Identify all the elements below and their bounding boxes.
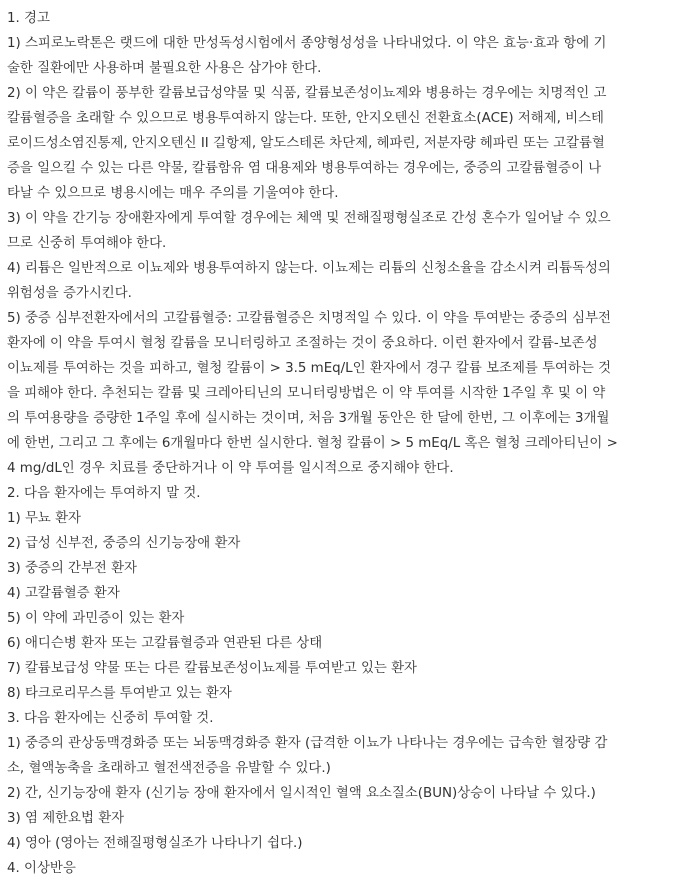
list-item: 1) 무뇨 환자 — [7, 511, 81, 526]
section-heading-warning: 1. 경고 — [7, 11, 50, 26]
text-line: 이뇨제를 투여하는 것을 피하고, 혈청 칼륨이 > 3.5 mEq/L인 환자에서 경구 칼륨 보조제를 투여하는 것 — [7, 361, 612, 376]
text-line: 4 mg/dL인 경우 치료를 중단하거나 이 약 투여를 일시적으로 중지해야 한다. — [7, 461, 454, 476]
text-line: 3) 이 약을 간기능 장애환자에게 투여할 경우에는 체액 및 전해질평형실조로 간성 혼수가 일어날 수 있으 — [7, 211, 611, 226]
text-line: 타날 수 있으므로 병용시에는 매우 주의를 기울여야 한다. — [7, 186, 339, 201]
list-item: 4) 고칼륨혈증 환자 — [7, 586, 120, 601]
list-item: 6) 애디슨병 환자 또는 고칼륨혈증과 연관된 다른 상태 — [7, 636, 323, 651]
section-heading-contraindications: 2. 다음 환자에는 투여하지 말 것. — [7, 486, 201, 501]
text-line: 술한 질환에만 사용하며 불필요한 사용은 삼가야 한다. — [7, 61, 322, 76]
list-item: 2) 급성 신부전, 중증의 신기능장애 환자 — [7, 536, 241, 551]
list-item: 5) 이 약에 과민증이 있는 환자 — [7, 611, 185, 626]
section-heading-precautions: 3. 다음 환자에는 신중히 투여할 것. — [7, 711, 214, 726]
text-line: 4) 리튬은 일반적으로 이뇨제와 병용투여하지 않는다. 이뇨제는 리튬의 신청소율을 감소시켜 리튬독성의 — [7, 261, 611, 276]
list-item: 8) 타크로리무스를 투여받고 있는 환자 — [7, 686, 232, 701]
text-line: 1) 중증의 관상동맥경화증 또는 뇌동맥경화증 환자 (급격한 이뇨가 나타나는 경우에는 급속한 혈장량 감 — [7, 736, 608, 751]
text-line: 을 피해야 한다. 추천되는 칼륨 및 크레아티닌의 모니터링방법은 이 약 투여를 시작한 1주일 후 및 이 약 — [7, 386, 606, 401]
text-line: 므로 신중히 투여해야 한다. — [7, 236, 167, 251]
list-item: 7) 칼륨보급성 약물 또는 다른 칼륨보존성이뇨제를 투여받고 있는 환자 — [7, 661, 417, 676]
text-line: 칼륨혈증을 초래할 수 있으므로 병용투여하지 않는다. 또한, 안지오텐신 전환효소(ACE) 저해제, 비스테 — [7, 111, 604, 126]
list-item: 3) 염 제한요법 환자 — [7, 811, 125, 826]
text-line: 1) 스피로노락톤은 랫드에 대한 만성독성시험에서 종양형성성을 나타내었다. 이 약은 효능·효과 항에 기 — [7, 36, 607, 51]
list-item: 3) 중증의 간부전 환자 — [7, 561, 137, 576]
text-line: 에 한번, 그리고 그 후에는 6개월마다 한번 실시한다. 혈청 칼륨이 > 5 mEq/L 혹은 혈청 크레아티닌이 > — [7, 436, 618, 451]
text-line: 증을 일으킬 수 있는 다른 약물, 칼륨함유 염 대용제와 병용투여하는 경우에는, 중증의 고칼륨혈증이 나 — [7, 161, 602, 176]
text-line: 위험성을 증가시킨다. — [7, 286, 132, 301]
text-line: 5) 중증 심부전환자에서의 고칼륨혈증: 고칼륨혈증은 치명적일 수 있다. 이 약을 투여받는 중증의 심부전 — [7, 311, 611, 326]
text-line: 의 투여용량을 증량한 1주일 후에 실시하는 것이며, 처음 3개월 동안은 한 달에 한번, 그 이후에는 3개월 — [7, 411, 610, 426]
text-line: 로이드성소염진통제, 안지오텐신 II 길항제, 알도스테론 차단제, 헤파린, 저분자량 헤파린 또는 고칼륨혈 — [7, 136, 605, 151]
list-item: 4) 영아 (영아는 전해질평형실조가 나타나기 쉽다.) — [7, 836, 303, 851]
section-heading-adverse-reactions: 4. 이상반응 — [7, 861, 76, 876]
text-line: 소, 혈액농축을 초래하고 혈전색전증을 유발할 수 있다.) — [7, 761, 331, 776]
text-line: 환자에 이 약을 투여시 혈청 칼륨을 모니터링하고 조절하는 것이 중요하다. 이런 환자에서 칼륨-보존성 — [7, 336, 598, 351]
text-line: 2) 이 약은 칼륨이 풍부한 칼륨보급성약물 및 식품, 칼륨보존성이뇨제와 병용하는 경우에는 치명적인 고 — [7, 86, 607, 101]
list-item: 2) 간, 신기능장애 환자 (신기능 장애 환자에서 일시적인 혈액 요소질소(BUN)상승이 나타날 수 있다.) — [7, 786, 596, 801]
